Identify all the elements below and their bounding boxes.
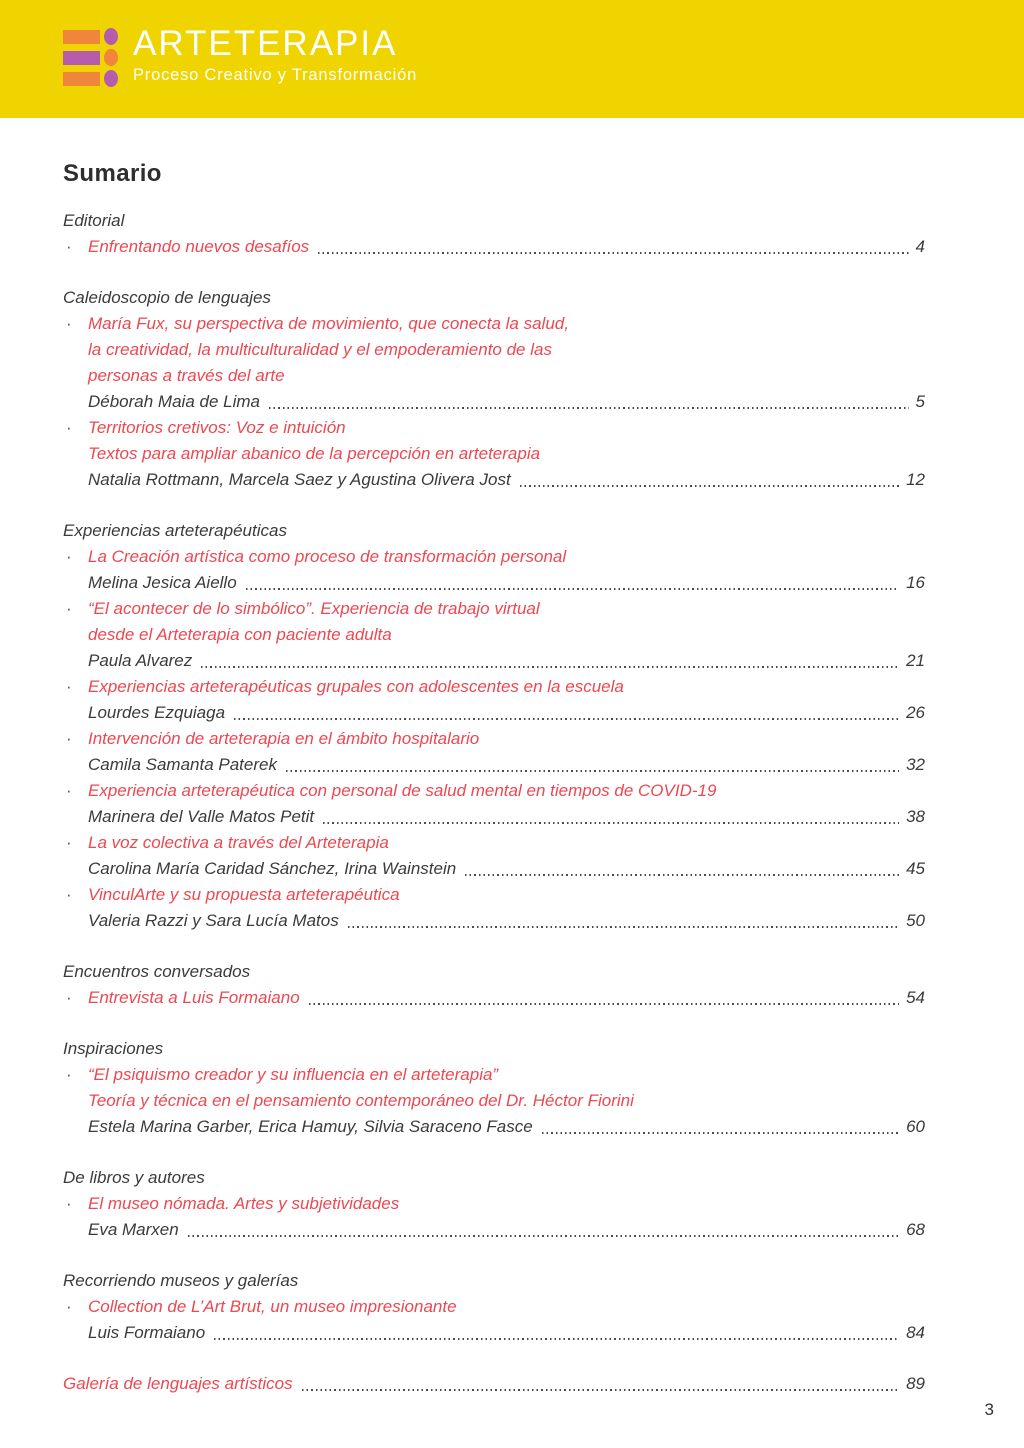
entry-page-number: 45	[906, 859, 925, 878]
bullet-marker: ·	[66, 314, 72, 333]
entry-title: personas a través del arte	[88, 366, 285, 385]
entry-title-line	[88, 1088, 925, 1114]
bullet-marker: ·	[66, 237, 72, 256]
dotted-leader	[323, 822, 899, 824]
bullet-marker: ·	[66, 988, 72, 1007]
entry-title: María Fux, su perspectiva de movimiento, que conecta la salud,	[88, 314, 569, 333]
toc-section-label: Experiencias arteterapéuticas	[63, 521, 287, 540]
entry-title: Enfrentando nuevos desafíos	[88, 237, 310, 256]
toc-entry-body	[88, 882, 925, 934]
toc-entry-body	[88, 674, 925, 726]
toc-entry[interactable]	[63, 830, 925, 882]
dotted-leader	[188, 1235, 899, 1237]
entry-author: Natalia Rottmann, Marcela Saez y Agustina Olivera Jost	[88, 470, 511, 489]
entry-author: Lourdes Ezquiaga	[88, 703, 226, 722]
bullet-marker: ·	[66, 833, 72, 852]
magazine-subtitle: Proceso Creativo y Transformación	[133, 65, 418, 84]
entry-page-number: 5	[915, 392, 925, 411]
entry-title-line	[88, 441, 925, 467]
entry-title: El museo nómada. Artes y subjetividades	[88, 1194, 400, 1213]
toc-entry-body	[88, 830, 925, 882]
dotted-leader	[302, 1389, 899, 1391]
dotted-leader	[234, 718, 899, 720]
logo-bar-icon	[63, 51, 100, 65]
entry-title: Territorios cretivos: Voz e intuición	[88, 418, 346, 437]
toc-entry-body	[88, 234, 925, 260]
entry-page-number: 12	[906, 470, 925, 489]
toc-entry-body	[88, 726, 925, 778]
entry-title-line	[63, 1371, 925, 1397]
bullet-marker: ·	[66, 1297, 72, 1316]
toc-entry-body	[88, 311, 925, 415]
entry-author-line	[88, 700, 925, 726]
toc-section-label: Caleidoscopio de lenguajes	[63, 288, 271, 307]
toc-section	[63, 518, 925, 934]
entry-title-line	[88, 622, 925, 648]
toc-entry[interactable]	[63, 596, 925, 674]
dotted-leader	[542, 1132, 899, 1134]
arteterapia-logo-icon	[63, 28, 118, 87]
toc-entry[interactable]	[63, 778, 925, 830]
toc-entry-body	[88, 415, 925, 493]
toc-entry-body	[88, 1191, 925, 1243]
dotted-leader	[214, 1338, 899, 1340]
entry-title-line	[88, 596, 925, 622]
entry-title-line	[88, 1294, 925, 1320]
toc	[63, 208, 925, 1397]
entry-page-number: 21	[906, 651, 925, 670]
logo-dot-icon	[104, 28, 118, 45]
entry-page-number: 68	[906, 1220, 925, 1239]
entry-title: Collection de L’Art Brut, un museo impresionante	[88, 1297, 457, 1316]
entry-title: VinculArte y su propuesta arteterapéutica	[88, 885, 400, 904]
entry-author-line	[88, 1217, 925, 1243]
dotted-leader	[309, 1003, 899, 1005]
entry-title-line	[88, 544, 925, 570]
entry-author: Luis Formaiano	[88, 1323, 206, 1342]
entry-page-number: 54	[906, 988, 925, 1007]
toc-entry[interactable]	[63, 1294, 925, 1346]
header-banner	[0, 0, 1024, 118]
dotted-leader	[201, 666, 899, 668]
toc-section-label: Recorriendo museos y galerías	[63, 1271, 299, 1290]
toc-entry-body	[88, 778, 925, 830]
entry-author-line	[88, 804, 925, 830]
toc-entry[interactable]	[63, 1062, 925, 1140]
entry-title-line	[88, 311, 925, 337]
entry-title: Teoría y técnica en el pensamiento contemporáneo del Dr. Héctor Fiorini	[88, 1091, 634, 1110]
entry-title: La voz colectiva a través del Arteterapia	[88, 833, 389, 852]
entry-page-number: 38	[906, 807, 925, 826]
page-title: Sumario	[63, 160, 162, 187]
toc-entry[interactable]	[63, 882, 925, 934]
entry-author-line	[88, 856, 925, 882]
entry-author-line	[88, 570, 925, 596]
toc-entry-body	[63, 1371, 925, 1397]
toc-entry-body	[88, 985, 925, 1011]
toc-entry[interactable]	[63, 234, 925, 260]
toc-section-label: Editorial	[63, 211, 125, 230]
entry-title: Entrevista a Luis Formaiano	[88, 988, 300, 1007]
entry-title-line	[88, 1062, 925, 1088]
entry-page-number: 84	[906, 1323, 925, 1342]
brand-text	[133, 26, 417, 85]
dotted-leader	[269, 407, 909, 409]
bullet-marker: ·	[66, 599, 72, 618]
toc-content	[0, 118, 1024, 1397]
entry-author: Déborah Maia de Lima	[88, 392, 260, 411]
bullet-marker: ·	[66, 418, 72, 437]
toc-entry[interactable]	[63, 1371, 925, 1397]
toc-section-label: Inspiraciones	[63, 1039, 164, 1058]
entry-page-number: 32	[906, 755, 925, 774]
entry-author: Melina Jesica Aiello	[88, 573, 237, 592]
toc-section-label: De libros y autores	[63, 1168, 205, 1187]
entry-author-line	[88, 752, 925, 778]
dotted-leader	[465, 874, 899, 876]
entry-page-number: 60	[906, 1117, 925, 1136]
dotted-leader	[348, 926, 899, 928]
entry-title-line	[88, 1191, 925, 1217]
entry-title-line	[88, 337, 925, 363]
bullet-marker: ·	[66, 781, 72, 800]
toc-section	[63, 959, 925, 1011]
entry-title-line	[88, 234, 925, 260]
entry-author: Camila Samanta Paterek	[88, 755, 277, 774]
entry-title-line	[88, 882, 925, 908]
toc-entry[interactable]	[63, 674, 925, 726]
toc-section	[63, 285, 925, 493]
entry-title-line	[88, 726, 925, 752]
entry-author-line	[88, 389, 925, 415]
logo-row	[63, 28, 118, 45]
entry-title-line	[88, 830, 925, 856]
toc-section-label: Encuentros conversados	[63, 962, 251, 981]
entry-author: Paula Alvarez	[88, 651, 193, 670]
toc-section	[63, 1371, 925, 1397]
bullet-marker: ·	[66, 885, 72, 904]
entry-author: Marinera del Valle Matos Petit	[88, 807, 315, 826]
entry-title: Experiencia arteterapéutica con personal de salud mental en tiempos de COVID-19	[88, 781, 717, 800]
toc-section	[63, 208, 925, 260]
toc-entry[interactable]	[63, 311, 925, 415]
entry-author-line	[88, 1320, 925, 1346]
logo-row	[63, 49, 118, 66]
toc-entry-body	[88, 596, 925, 674]
entry-author-line	[88, 1114, 925, 1140]
toc-section	[63, 1165, 925, 1243]
entry-author: Carolina María Caridad Sánchez, Irina Wainstein	[88, 859, 457, 878]
dotted-leader	[246, 588, 899, 590]
entry-title: “El psiquismo creador y su influencia en el arteterapia”	[88, 1065, 499, 1084]
entry-title: Intervención de arteterapia en el ámbito hospitalario	[88, 729, 480, 748]
toc-entry-body	[88, 1294, 925, 1346]
toc-entry-body	[88, 1062, 925, 1140]
toc-entry[interactable]	[63, 415, 925, 493]
entry-page-number: 26	[906, 703, 925, 722]
dotted-leader	[318, 252, 908, 254]
entry-title: desde el Arteterapia con paciente adulta	[88, 625, 392, 644]
entry-title-line	[88, 778, 925, 804]
entry-title-line	[88, 415, 925, 441]
entry-title-line	[88, 674, 925, 700]
entry-title: Experiencias arteterapéuticas grupales con adolescentes en la escuela	[88, 677, 624, 696]
entry-page-number: 50	[906, 911, 925, 930]
entry-page-number: 4	[915, 237, 925, 256]
dotted-leader	[286, 770, 899, 772]
entry-title-line	[88, 985, 925, 1011]
magazine-title: ARTETERAPIA	[133, 24, 398, 63]
dotted-leader	[520, 485, 899, 487]
entry-page-number: 16	[906, 573, 925, 592]
entry-title: “El acontecer de lo simbólico”. Experiencia de trabajo virtual	[88, 599, 540, 618]
toc-entry[interactable]	[63, 544, 925, 596]
entry-author: Estela Marina Garber, Erica Hamuy, Silvia Saraceno Fasce	[88, 1117, 533, 1136]
logo-row	[63, 70, 118, 87]
bullet-marker: ·	[66, 1065, 72, 1084]
entry-title: Galería de lenguajes artísticos	[63, 1374, 293, 1393]
entry-title: La Creación artística como proceso de transformación personal	[88, 547, 567, 566]
entry-page-number: 89	[906, 1374, 925, 1393]
toc-entry[interactable]	[63, 726, 925, 778]
logo-bar-icon	[63, 30, 100, 44]
entry-author-line	[88, 908, 925, 934]
toc-section	[63, 1036, 925, 1140]
entry-title: Textos para ampliar abanico de la percepción en arteterapia	[88, 444, 541, 463]
toc-section	[63, 1268, 925, 1346]
footer-page-number: 3	[984, 1400, 994, 1419]
logo-bar-icon	[63, 72, 100, 86]
logo-dot-icon	[104, 49, 118, 66]
entry-author: Eva Marxen	[88, 1220, 179, 1239]
entry-title: la creatividad, la multiculturalidad y el empoderamiento de las	[88, 340, 552, 359]
bullet-marker: ·	[66, 677, 72, 696]
entry-author-line	[88, 648, 925, 674]
logo-dot-icon	[104, 70, 118, 87]
toc-entry[interactable]	[63, 985, 925, 1011]
entry-author: Valeria Razzi y Sara Lucía Matos	[88, 911, 339, 930]
toc-entry[interactable]	[63, 1191, 925, 1243]
entry-title-line	[88, 363, 925, 389]
toc-entry-body	[88, 544, 925, 596]
bullet-marker: ·	[66, 729, 72, 748]
bullet-marker: ·	[66, 547, 72, 566]
entry-author-line	[88, 467, 925, 493]
bullet-marker: ·	[66, 1194, 72, 1213]
